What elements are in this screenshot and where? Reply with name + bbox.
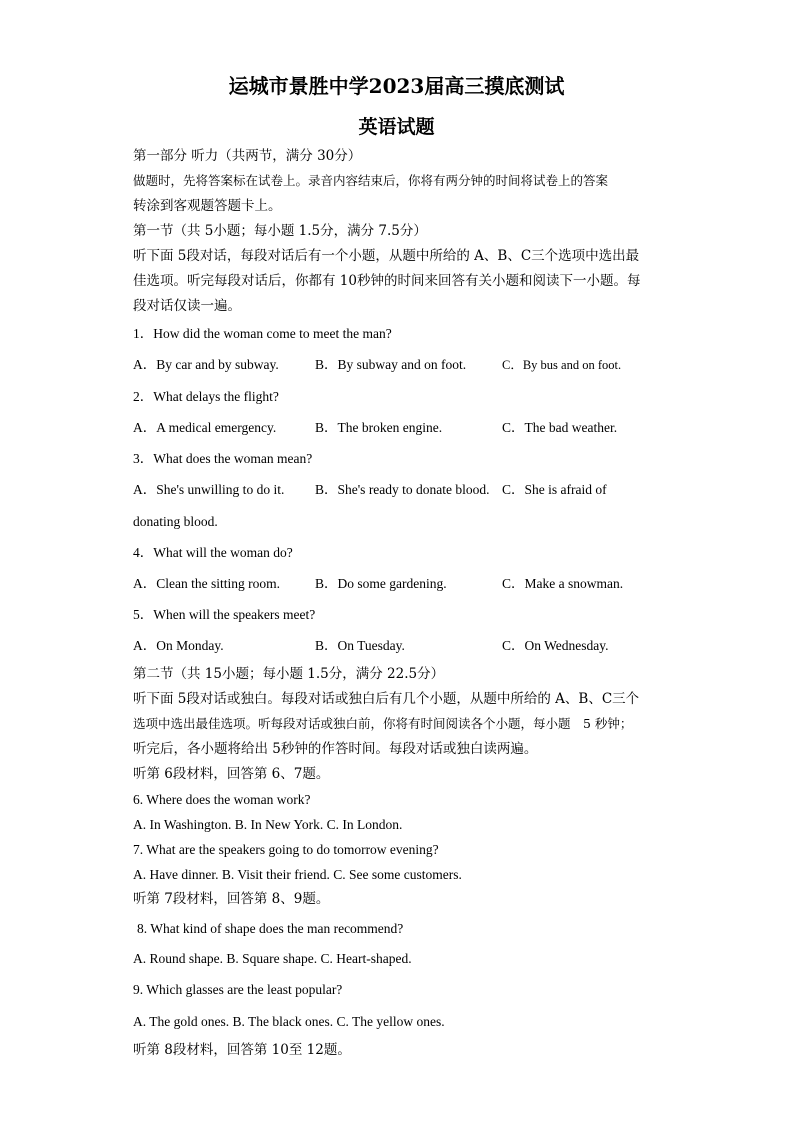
section1-instruction-line2: 佳选项。听完每段对话后，你都有 10秒钟的时间来回答有关小题和阅读下一小题。每 [133,273,641,289]
question-stem: 8. What kind of shape does the man recommend? [137,921,404,936]
option-a: A．By car and by subway. [133,357,279,372]
question-stem: 9. Which glasses are the least popular? [133,982,343,997]
question-stem: 1．How did the woman come to meet the man? [133,326,392,341]
option-c: C．The bad weather. [502,420,618,435]
option-b: B．The broken engine. [315,420,443,435]
option-c: C．She is afraid of [502,482,607,497]
part1-instruction-line1: 做题时，先将答案标在试卷上。录音内容结束后，你将有两分钟的时间将试卷上的答案 [133,173,609,188]
question-stem: 3．What does the woman mean? [133,451,313,466]
option-b: B．By subway and on foot. [315,357,467,372]
option-c: C．Make a snowman. [502,576,624,591]
part1-instruction-line2: 转涂到客观题答题卡上。 [133,198,282,214]
question-stem: 6. Where does the woman work? [133,792,311,807]
option-c: C．By bus and on foot. [502,358,622,372]
option-c: C．On Wednesday. [502,638,609,653]
exam-subtitle: 英语试题 [358,116,435,138]
section2-instruction-line2: 选项中选出最佳选项。听每段对话或独白前，你将有时间阅读各个小题，每小题 5 秒钟； [133,716,633,731]
question-options: A. In Washington. B. In New York. C. In London. [133,817,403,832]
option-a: A．On Monday. [133,638,224,653]
option-a: A．Clean the sitting room. [133,576,280,591]
question-options: A. Round shape. B. Square shape. C. Heart-shaped. [133,951,412,966]
material-heading: 听第 7段材料，回答第 8、9题。 [133,891,330,907]
option-b: B．She's ready to donate blood. [315,482,490,497]
material-heading: 听第 6段材料，回答第 6、7题。 [133,766,330,782]
question-options: A. The gold ones. B. The black ones. C. The yellow ones. [133,1014,445,1029]
question-stem: 4．What will the woman do? [133,545,293,560]
option-b: B．Do some gardening. [315,576,447,591]
part1-heading: 第一部分 听力（共两节，满分 30分） [133,148,362,164]
section1-instruction-line3: 段对话仅读一遍。 [133,298,241,314]
option-c-continuation: donating blood. [133,514,218,529]
question-options: A. Have dinner. B. Visit their friend. C. See some customers. [133,867,462,882]
option-b: B．On Tuesday. [315,638,405,653]
exam-title: 运城市景胜中学2023届高三摸底测试 [228,74,565,98]
option-a: A．A medical emergency. [133,420,277,435]
option-a: A．She's unwilling to do it. [133,482,285,497]
section1-heading: 第一节（共 5小题；每小题 1.5分，满分 7.5分） [133,223,427,239]
section1-instruction-line1: 听下面 5段对话，每段对话后有一个小题，从题中所给的 A、B、C三个选项中选出最 [133,248,640,264]
section2-instruction-line1: 听下面 5段对话或独白。每段对话或独白后有几个小题，从题中所给的 A、B、C三个 [133,691,640,707]
question-stem: 7. What are the speakers going to do tomorrow evening? [133,842,439,857]
question-stem: 5．When will the speakers meet? [133,607,316,622]
material-heading: 听第 8段材料，回答第 10至 12题。 [133,1042,351,1058]
question-stem: 2．What delays the flight? [133,389,279,404]
section2-heading: 第二节（共 15小题；每小题 1.5分，满分 22.5分） [133,666,445,682]
section2-instruction-line3: 听完后，各小题将给出 5秒钟的作答时间。每段对话或独白读两遍。 [133,741,538,757]
